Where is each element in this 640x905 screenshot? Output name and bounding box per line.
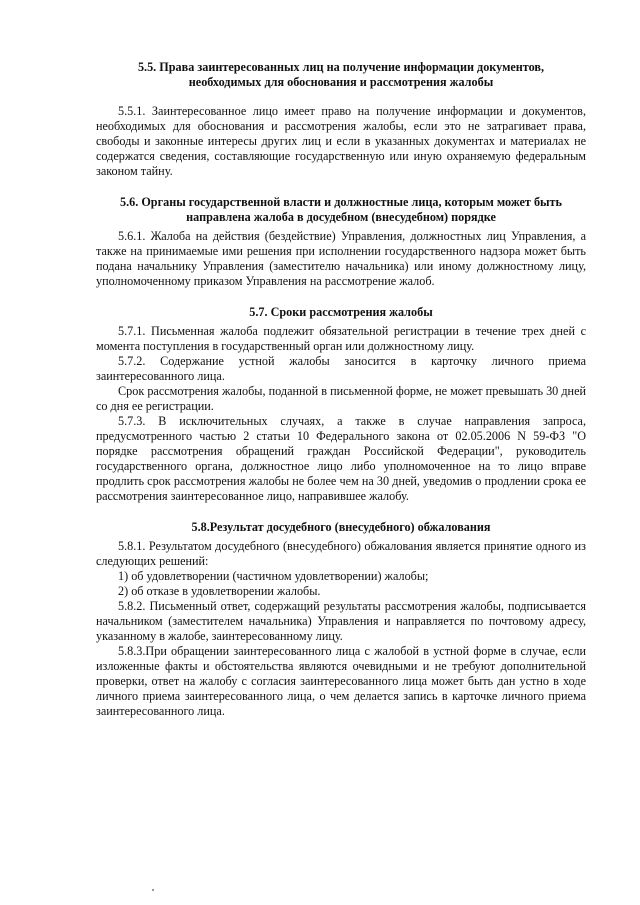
- heading-line: 5.5. Права заинтересованных лиц на получение информации документов,: [137, 60, 545, 74]
- heading-line: 5.6. Органы государственной власти и должностные лица, которым может быть: [119, 195, 562, 209]
- list-item: 2) об отказе в удовлетворении жалобы.: [118, 584, 321, 598]
- section-heading: [96, 60, 586, 90]
- section-heading: 5.8.Результат досудебного (внесудебного) обжалования: [191, 520, 491, 534]
- section-5-7: [96, 305, 586, 504]
- paragraph: Срок рассмотрения жалобы, поданной в письменной форме, не может превышать 30 дней со дня ее регистрации.: [96, 384, 586, 413]
- paragraph: 5.7.1. Письменная жалоба подлежит обязательной регистрации в течение трех дней с момента поступления в государственный орган или должностному лицу.: [96, 324, 586, 353]
- list-item: 1) об удовлетворении (частичном удовлетворении) жалобы;: [118, 569, 429, 583]
- heading-line: направлена жалоба в досудебном (внесудебном) порядке: [186, 210, 496, 224]
- paragraph: 5.8.2. Письменный ответ, содержащий результаты рассмотрения жалобы, подписывается начальником (заместителем начальника) Управления и направляется по почтовому адресу, указанному в жалобе, заинтересованному лицу.: [96, 599, 586, 643]
- section-5-8: [96, 520, 586, 719]
- section-5-6: [96, 195, 586, 289]
- paragraph: 5.7.2. Содержание устной жалобы заносится в карточку личного приема заинтересованного лица.: [96, 354, 586, 383]
- section-5-5: [96, 60, 586, 179]
- paragraph: 5.8.3.При обращении заинтересованного лица с жалобой в устной форме в случае, если изложенные факты и обстоятельства являются очевидными и не требуют дополнительной проверки, ответ на жалобу с согласия заинтересованного лица может быть дан устно в ходе личного приема заинтересованного лица, о чем делается запись в карточке личного приема заинтересованного лица.: [96, 644, 586, 718]
- section-heading: 5.7. Сроки рассмотрения жалобы: [249, 305, 433, 319]
- heading-line: необходимых для обоснования и рассмотрения жалобы: [188, 75, 494, 89]
- paragraph: 5.6.1. Жалоба на действия (бездействие) Управления, должностных лиц Управления, а также на принимаемые ими решения при исполнении государственного надзора может быть подана начальнику Управления (заместителю начальника) или иному должностному лицу, уполномоченному приказом Управления на рассмотрение жалоб.: [96, 229, 586, 288]
- paragraph: 5.8.1. Результатом досудебного (внесудебного) обжалования является принятие одного из следующих решений:: [96, 539, 586, 568]
- paragraph: 5.5.1. Заинтересованное лицо имеет право на получение информации и документов, необходимых для обоснования и рассмотрения жалобы, если это не затрагивает права, свободы и законные интересы других лиц и если в указанных документах и материалах не содержатся сведения, составляющие государственную или иную охраняемую федеральным законом тайну.: [96, 104, 586, 178]
- paragraph: 5.7.3. В исключительных случаях, а также в случае направления запроса, предусмотренного частью 2 статьи 10 Федерального закона от 02.05.2006 N 59-ФЗ "О порядке рассмотрения обращений граждан Российской Федерации", руководитель государственного органа, должностное лицо либо уполномоченное на то лицо вправе продлить срок рассмотрения жалобы не более чем на 30 дней, уведомив о продлении срока ее рассмотрения заинтересованное лицо, направившее жалобу.: [96, 414, 586, 503]
- section-heading: [96, 195, 586, 225]
- scan-speck: [152, 889, 154, 891]
